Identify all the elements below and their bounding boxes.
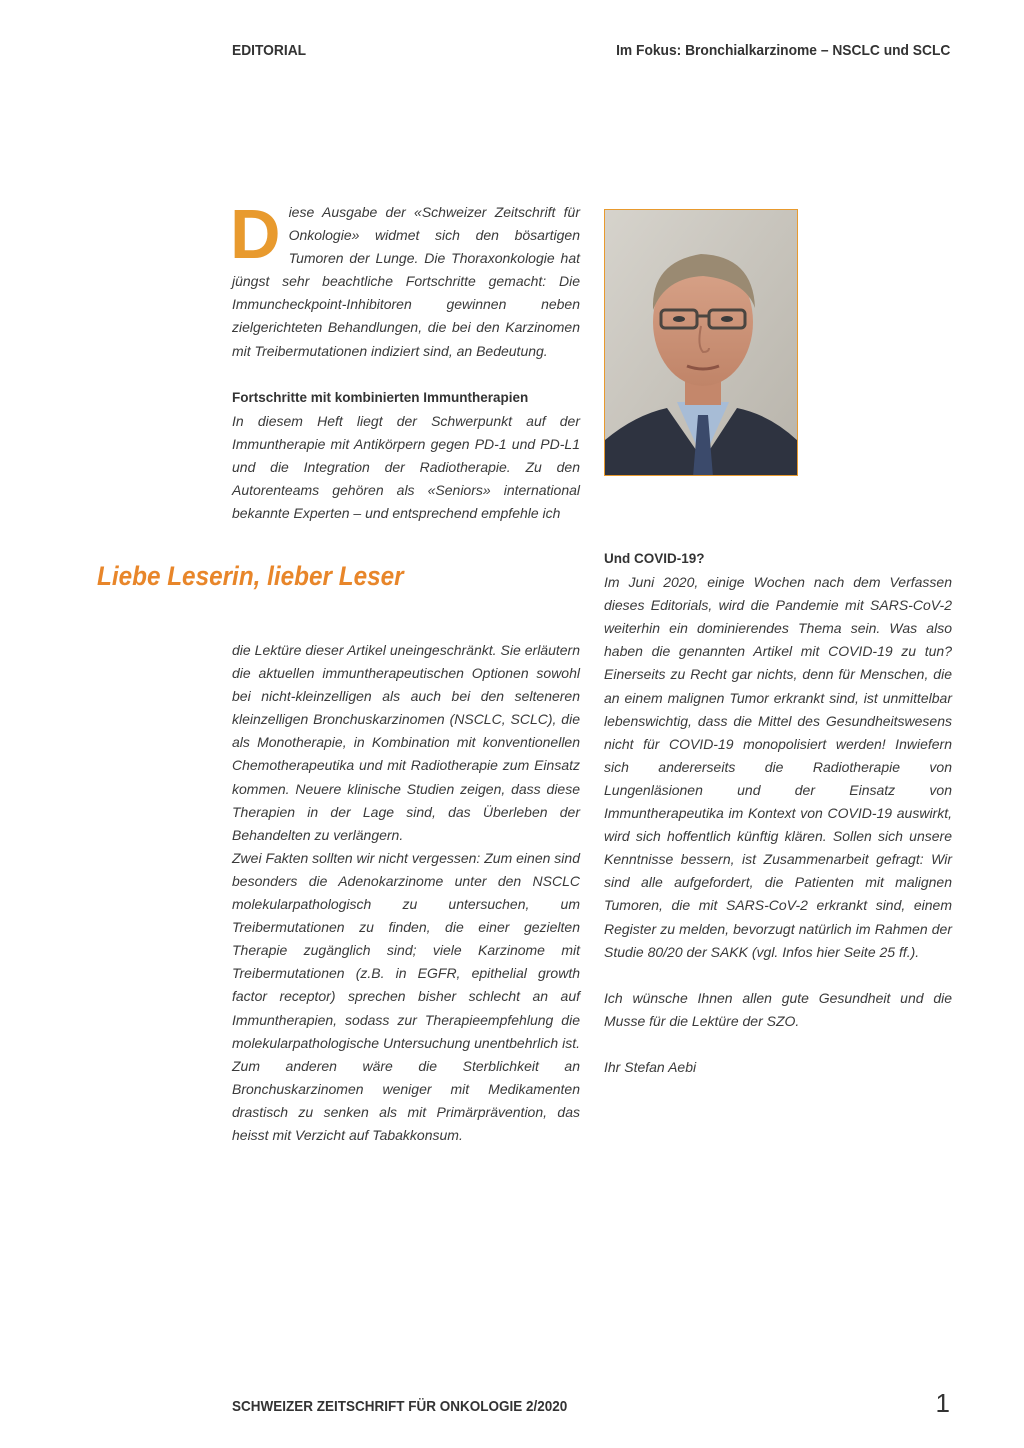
author-photo	[604, 209, 798, 476]
page-number: 1	[935, 1388, 950, 1418]
wishes-paragraph: Ich wünsche Ihnen allen gute Gesundheit und die Musse für die Lektüre der SZO.	[604, 989, 952, 1029]
intro-paragraph	[230, 195, 580, 363]
signature: Ihr Stefan Aebi	[604, 1058, 697, 1075]
section-immuntherapien	[232, 386, 580, 526]
footer-journal: SCHWEIZER ZEITSCHRIFT FÜR ONKOLOGIE 2/2020	[232, 1398, 568, 1415]
section-covid	[604, 547, 952, 1079]
section2-paragraph-1: die Lektüre dieser Artikel uneingeschränkt. Sie erläutern die aktuellen immuntherapeutischen Optionen sowohl bei nicht-kleinzelligen als auch bei den selteneren kleinzelligen Bronchuskarzinomen (NSCLC, SCLC), die als Monotherapie, in Kombination mit konventionellen Chemotherapeutika und mit Radiotherapie zum Einsatz kommen. Neuere klinische Studien zeigen, dass diese Therapien in der Lage sind, das Überleben der Behandelten zu verlängern.	[232, 642, 580, 843]
intro-text: iese Ausgabe der «Schweizer Zeitschrift für Onkologie» widmet sich den bösartigen Tumoren der Lunge. Die Thoraxonkologie hat jüngst sehr beachtliche Fortschritte gemacht: Die Immuncheckpoint-Inhibitoren gewinnen neben zielgerichteten Behandlungen, die bei den Karzinomen mit Treibermutationen indiziert sind, an Bedeutung.	[232, 204, 580, 359]
covid-paragraph: Im Juni 2020, einige Wochen nach dem Verfassen dieses Editorials, wird die Pandemie mit SARS-CoV-2 weiterhin ein dominierendes Thema sein. Was also haben die genannten Artikel mit COVID-19 zu tun? Einerseits zu Recht gar nichts, denn für Menschen, die an einem malignen Tumor erkrankt sind, ist unmittelbar lebenswichtig, dass die Mittel des Gesundheitswesens nicht für COVID-19 monopolisiert werden! Inwiefern sich andererseits die Radiotherapie von Lungenläsionen und der Einsatz von Immuntherapeutika im Kontext von COVID-19 auswirkt, wird sich hoffentlich künftig klären. Sollen sich unsere Kenntnisse bessern, ist Zusammenarbeit gefragt: Wir sind alle aufgefordert, die Patienten mit malignen Tumoren, die mit SARS-CoV-2 erkrankt sind, einem Register zu melden, bevorzugt natürlich im Rahmen der Studie 80/20 der SAKK (vgl. Infos hier Seite 25 ff.).	[604, 574, 952, 960]
section1-heading: Fortschritte mit kombinierten Immuntherapien	[232, 390, 529, 405]
portrait-illustration	[605, 210, 798, 476]
drop-cap: D	[230, 195, 281, 273]
salutation-heading: Liebe Leserin, lieber Leser	[97, 561, 404, 591]
section1-text: In diesem Heft liegt der Schwerpunkt auf der Immuntherapie mit Antikörpern gegen PD-1 und PD-L1 und die Integration der Radiotherapie. Zu den Autorenteams gehören als «Seniors» international bekannte Experten – und entsprechend empfehle ich	[232, 413, 580, 522]
header-topic: Im Fokus: Bronchialkarzinome – NSCLC und SCLC	[615, 42, 950, 59]
section2-paragraph-2: Zwei Fakten sollten wir nicht vergessen: Zum einen sind besonders die Adenokarzinome unter den NSCLC molekularpathologisch zu untersuchen, um Treibermutationen zu finden, die einer gezielten Therapie zugänglich sind; viele Karzinome mit Treibermutationen (z.B. in EGFR, epithelial growth factor receptor) sprechen bisher schlecht an auf Immuntherapien, sodass zur Therapieempfehlung die molekularpathologische Untersuchung unentbehrlich ist. Zum anderen wäre die Sterblichkeit an Bronchuskarzinomen weniger mit Medikamenten drastisch zu senken als mit Primärprävention, das heisst mit Verzicht auf Tabakkonsum.	[232, 849, 580, 1143]
section-main-text	[232, 639, 580, 1147]
header-section: EDITORIAL	[232, 42, 307, 59]
covid-heading: Und COVID-19?	[604, 551, 705, 566]
